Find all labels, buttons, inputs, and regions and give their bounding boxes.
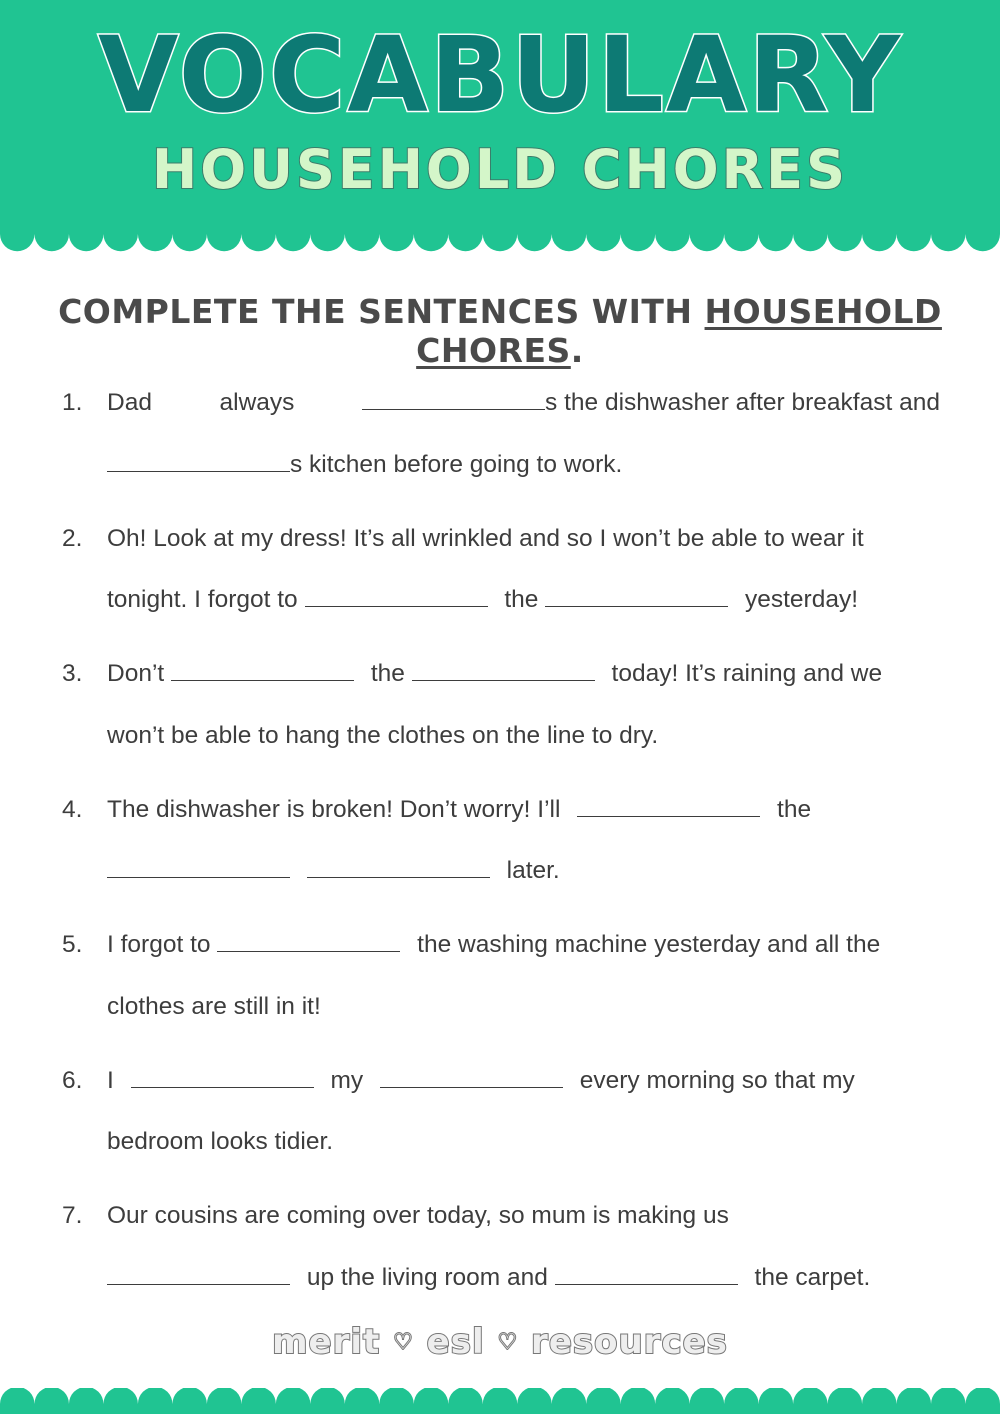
item-text: The dishwasher is broken! Don’t worry! I’ll	[107, 795, 561, 823]
brand-text: resources	[531, 1322, 728, 1362]
item-number: 4.	[62, 795, 83, 823]
item-text: Don’t	[107, 660, 165, 687]
item-text: later.	[506, 857, 560, 884]
answer-blank[interactable]	[577, 796, 760, 817]
item-text: I forgot to	[107, 931, 211, 958]
answer-blank[interactable]	[107, 857, 290, 878]
item-line	[107, 914, 940, 976]
answer-blank[interactable]	[171, 660, 354, 681]
item-line	[107, 643, 940, 705]
instruction-period: .	[570, 331, 584, 370]
answer-blank[interactable]	[380, 1067, 563, 1088]
item-number: 2.	[62, 524, 83, 552]
scallop-border-bottom	[0, 1388, 1000, 1414]
item-line	[107, 1050, 940, 1112]
item-line	[107, 840, 940, 902]
answer-blank[interactable]	[107, 451, 290, 472]
exercise-item-6	[60, 1050, 940, 1173]
item-text: today! It’s raining and we	[611, 660, 883, 687]
answer-blank[interactable]	[362, 389, 545, 410]
answer-blank[interactable]	[305, 586, 488, 607]
heart-icon: ♡	[497, 1330, 519, 1355]
item-line	[107, 1247, 940, 1309]
item-text: the carpet.	[754, 1263, 871, 1291]
answer-blank[interactable]	[107, 1264, 290, 1285]
item-line: Oh! Look at my dress! It’s all wrinkled and so I won’t be able to wear it	[107, 524, 864, 552]
item-line	[107, 434, 940, 496]
item-text: every morning so that my	[579, 1066, 855, 1094]
item-text: Dad	[107, 389, 152, 416]
answer-blank[interactable]	[555, 1264, 738, 1285]
instruction-text: COMPLETE THE SENTENCES WITH	[58, 292, 705, 331]
item-text: s the dishwasher after breakfast and	[545, 389, 940, 416]
exercise-item-5	[60, 914, 940, 1037]
item-number: 6.	[62, 1066, 83, 1094]
answer-blank[interactable]	[131, 1067, 314, 1088]
item-text-group	[362, 372, 940, 434]
instruction-underlined: HOUSEHOLD CHORES	[416, 292, 942, 370]
exercise-item-7	[60, 1185, 940, 1308]
item-line: won’t be able to hang the clothes on the line to dry.	[107, 721, 659, 749]
exercise-item-4	[60, 779, 940, 902]
item-line	[107, 569, 940, 631]
brand-text: esl	[426, 1322, 485, 1362]
answer-blank[interactable]	[412, 660, 595, 681]
answer-blank[interactable]	[307, 857, 490, 878]
instruction	[0, 292, 1000, 370]
scallop-border-top	[0, 222, 1000, 256]
item-text: tonight. I forgot to	[107, 586, 298, 613]
item-text: the	[504, 586, 539, 613]
item-number: 7.	[62, 1202, 83, 1229]
page-subtitle: HOUSEHOLD CHORES	[152, 138, 848, 201]
item-text: the	[370, 660, 405, 687]
header-banner	[0, 0, 1000, 232]
item-text: the	[777, 795, 812, 823]
brand-text: merit	[272, 1322, 381, 1362]
heart-icon: ♡	[393, 1330, 414, 1355]
item-text: s kitchen before going to work.	[290, 450, 623, 478]
exercise-item-1	[60, 372, 940, 495]
item-line: bedroom looks tidier.	[107, 1128, 334, 1155]
exercise-item-2	[60, 508, 940, 631]
exercise-item-3	[60, 643, 940, 766]
item-text: I	[107, 1066, 114, 1094]
answer-blank[interactable]	[545, 586, 728, 607]
answer-blank[interactable]	[217, 931, 400, 952]
item-number: 5.	[62, 931, 83, 958]
item-text: yesterday!	[745, 586, 859, 613]
item-text: always	[219, 389, 295, 416]
item-text: up the living room and	[306, 1263, 548, 1291]
item-number: 3.	[62, 660, 83, 687]
exercise-list	[60, 372, 940, 1321]
footer-brand	[0, 1322, 1000, 1362]
item-text: the washing machine yesterday and all the	[417, 931, 881, 958]
item-number: 1.	[62, 389, 83, 416]
item-line	[107, 779, 940, 841]
item-line: clothes are still in it!	[107, 992, 321, 1020]
item-line	[107, 372, 940, 434]
page-title: VOCABULARY	[97, 14, 903, 136]
item-text: my	[330, 1066, 364, 1094]
item-line: Our cousins are coming over today, so mum is making us	[107, 1202, 729, 1229]
